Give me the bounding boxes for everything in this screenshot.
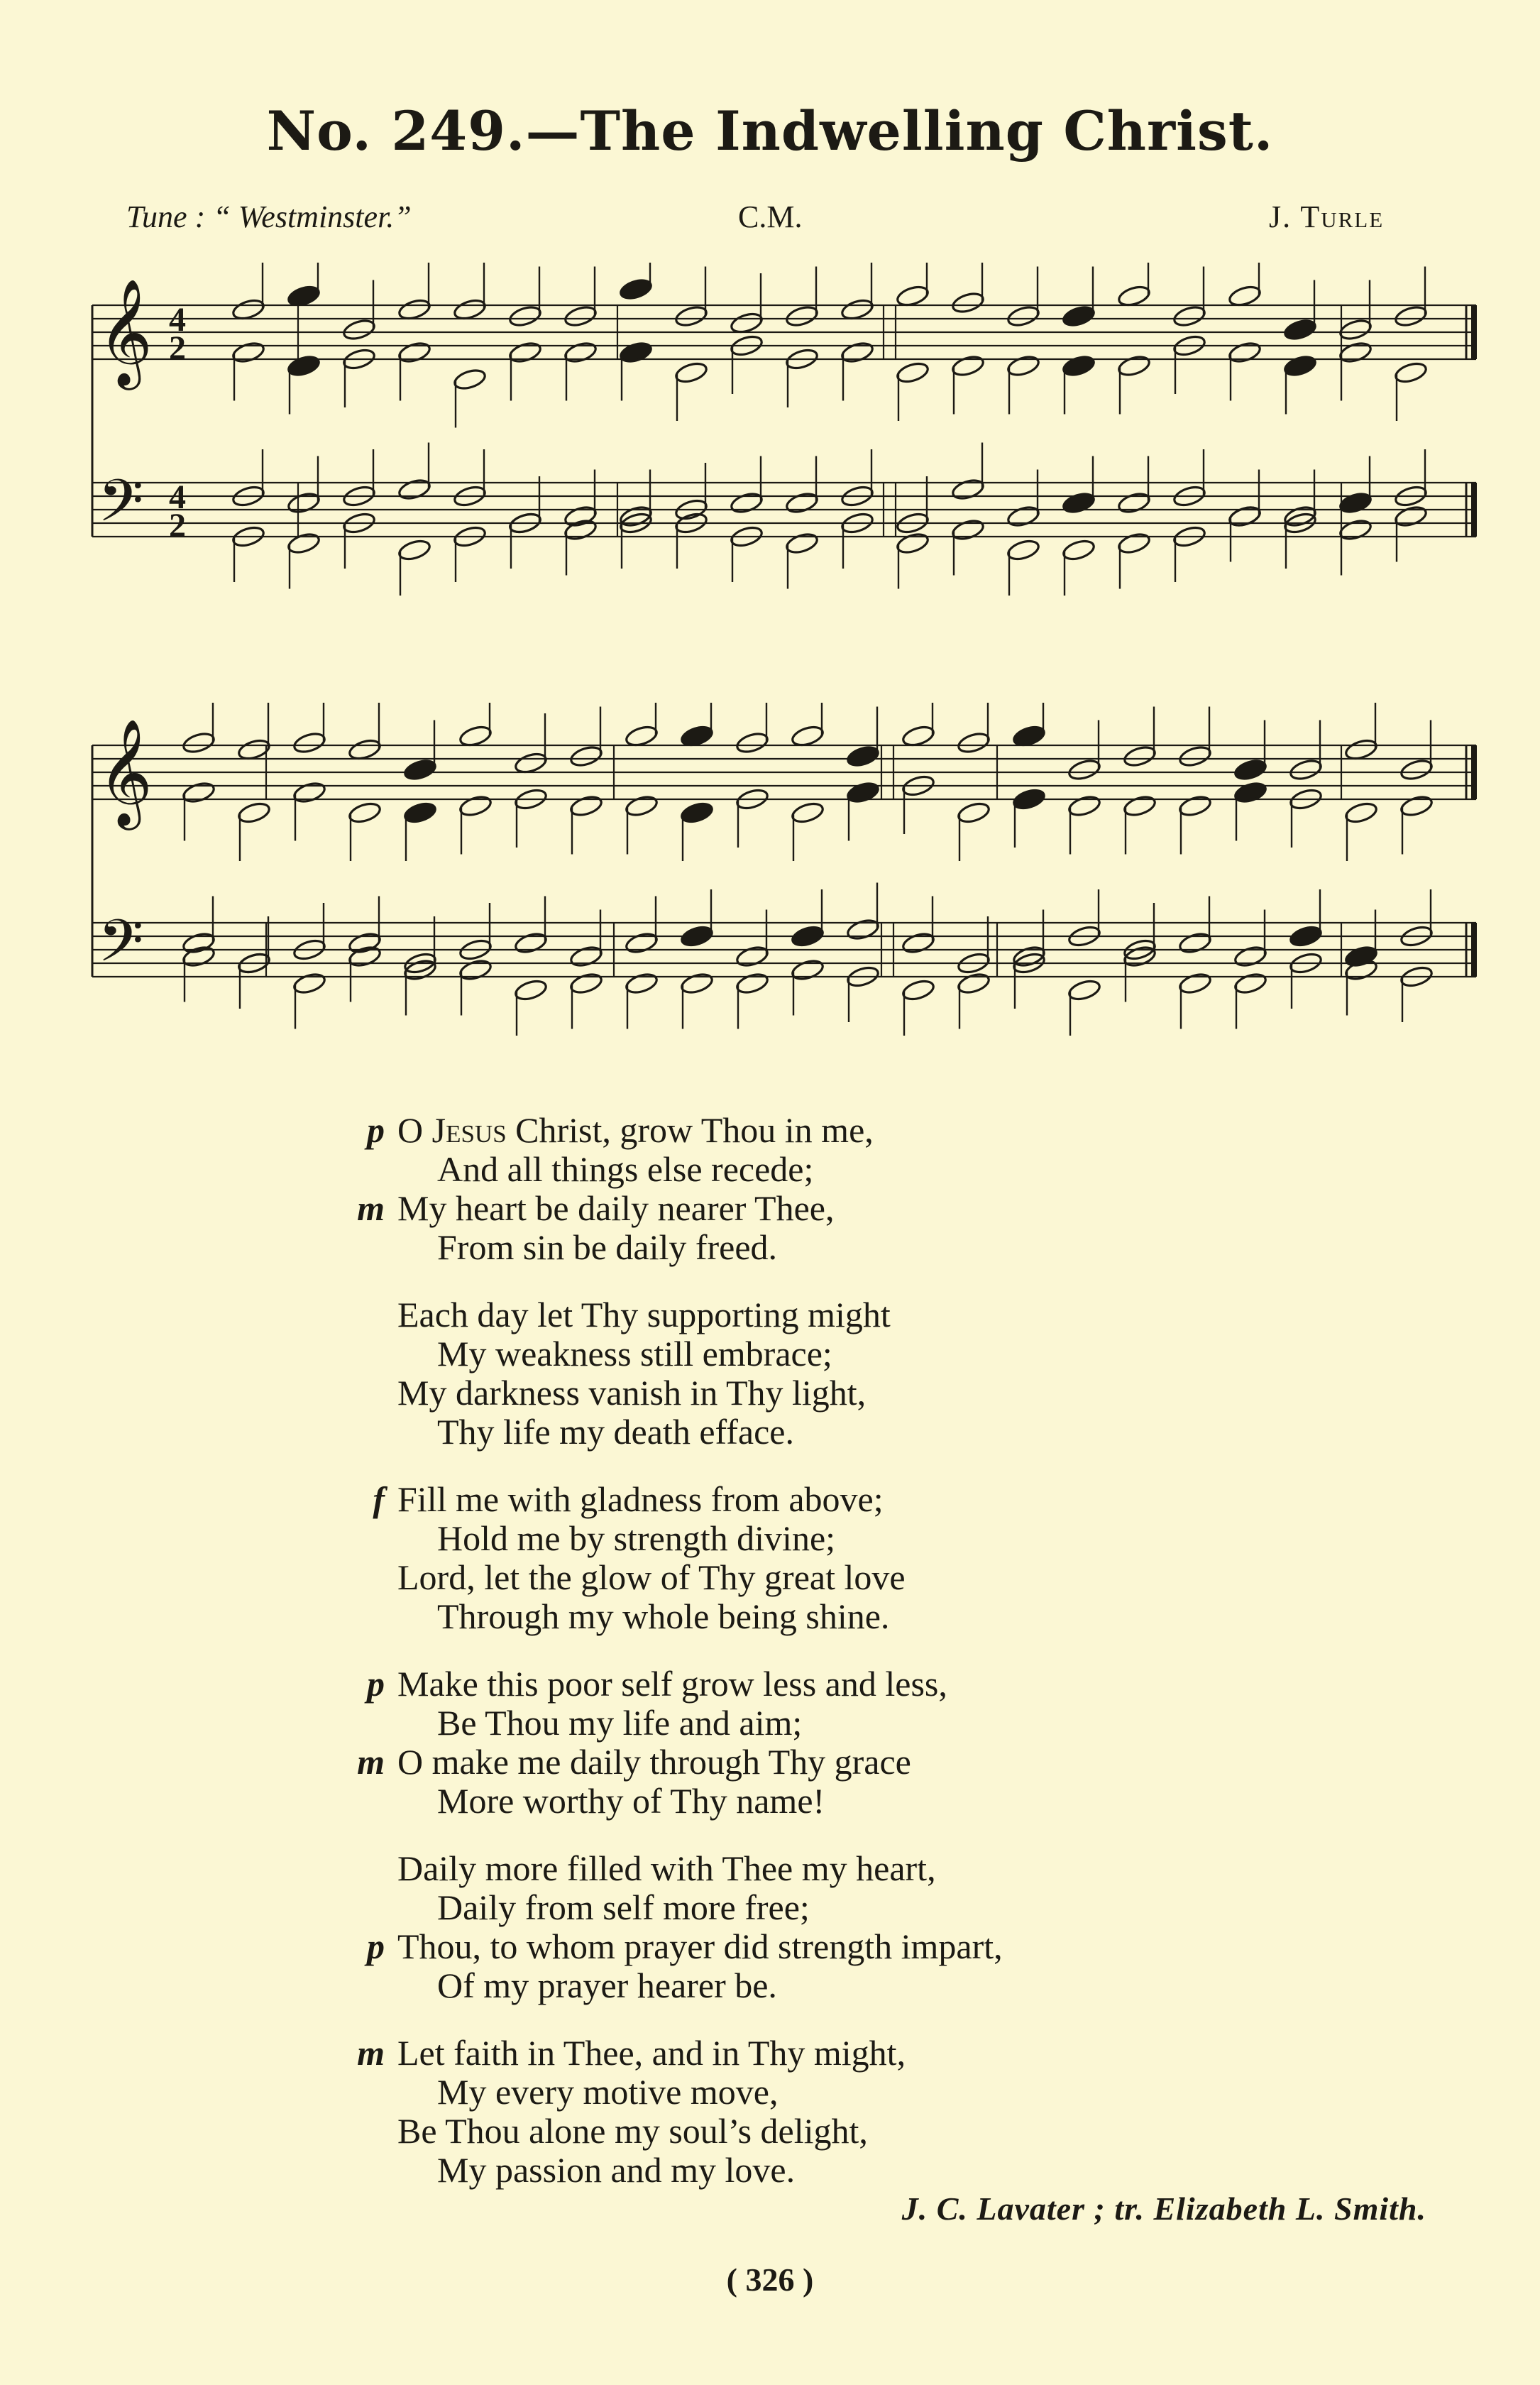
verse-line <box>397 2112 1462 2151</box>
stanza <box>357 2033 1462 2190</box>
composer: J. Turle <box>1269 199 1385 234</box>
note-head <box>1289 757 1324 782</box>
note-head <box>735 944 770 969</box>
note-head <box>292 730 327 755</box>
note-head <box>957 730 991 755</box>
verse-line <box>357 2033 1462 2073</box>
dynamic-marking: p <box>367 1664 385 1704</box>
verse-text: Let faith in Thee, and in Thy might, <box>397 2033 906 2073</box>
note-head <box>846 917 881 942</box>
verse-text: My weakness still embrace; <box>437 1334 832 1374</box>
verse-text: Thy life my death efface. <box>437 1412 795 1452</box>
verse-line <box>397 1374 1462 1413</box>
stanza <box>357 1664 1462 1821</box>
verse-text: O <box>397 1110 432 1150</box>
meter: C.M. <box>738 199 803 234</box>
note-head <box>397 538 432 563</box>
note-head <box>403 801 438 826</box>
verse-text-small-caps: Jesus <box>431 1110 507 1150</box>
note-head <box>674 361 709 385</box>
note-head <box>735 971 770 996</box>
verse-line <box>397 2151 1462 2190</box>
note-head <box>1344 801 1379 826</box>
note-head <box>1006 353 1041 378</box>
dynamic-marking: m <box>357 1188 385 1228</box>
note-head <box>563 504 598 529</box>
stanza <box>373 1479 1462 1636</box>
note-head <box>1117 490 1152 515</box>
verse-line <box>373 1479 1462 1519</box>
note-head <box>785 490 820 515</box>
verse-text: Be Thou alone my soul’s delight, <box>397 2111 868 2151</box>
verse-line <box>397 1849 1462 1888</box>
note-head <box>1338 517 1373 542</box>
note-head <box>1399 794 1434 818</box>
note-head <box>1067 978 1102 1003</box>
note-head <box>1394 361 1429 385</box>
verse-text: My darkness vanish in Thy light, <box>397 1373 867 1413</box>
treble-clef: 𝄞 <box>98 718 153 826</box>
verse-text: Lord, let the glow of Thy great love <box>397 1557 906 1597</box>
note-head <box>1123 794 1157 818</box>
treble-clef: 𝄞 <box>98 278 153 385</box>
note-head <box>292 971 327 996</box>
verse-line <box>397 2073 1462 2112</box>
note-head <box>237 801 272 826</box>
note-head <box>563 304 598 329</box>
verse-text: Daily more filled with Thee my heart, <box>397 1848 936 1888</box>
stanza <box>357 1110 1462 1267</box>
verse-text: Make this poor self grow less and less, <box>397 1664 947 1704</box>
dynamic-marking: f <box>373 1479 385 1519</box>
note-head <box>1123 744 1157 769</box>
note-head <box>348 801 383 826</box>
note-head <box>625 794 659 818</box>
verse-line <box>397 1228 1462 1267</box>
note-head <box>791 801 825 826</box>
verse-line <box>397 1704 1462 1743</box>
verse-text: Christ, grow Thou in me, <box>506 1110 874 1150</box>
note-head <box>1178 794 1213 818</box>
note-head <box>1338 340 1373 365</box>
verse-text: And all things else recede; <box>437 1149 814 1189</box>
note-head <box>458 958 493 982</box>
verse-line <box>397 1597 1462 1636</box>
note-head <box>1399 757 1434 782</box>
note-head <box>1178 931 1213 955</box>
note-head <box>1067 794 1102 818</box>
verse-text: Hold me by strength divine; <box>437 1518 836 1558</box>
note-head <box>348 931 383 955</box>
note-head <box>674 304 709 329</box>
note-head <box>1062 538 1096 563</box>
note-head <box>287 531 321 556</box>
note-head <box>846 780 881 805</box>
stanza <box>367 1848 1462 2005</box>
note-head <box>514 978 549 1003</box>
dynamic-marking: m <box>357 2033 385 2073</box>
note-head <box>735 730 770 755</box>
note-head <box>1338 317 1373 342</box>
note-head <box>397 340 432 365</box>
verse-text: Daily from self more free; <box>437 1887 810 1927</box>
note-head <box>1283 353 1318 378</box>
note-head <box>1117 531 1152 556</box>
bass-clef: 𝄢 <box>98 466 144 549</box>
note-head <box>1394 304 1429 329</box>
note-head <box>1233 944 1268 969</box>
note-head <box>680 924 715 949</box>
verse-text: Be Thou my life and aim; <box>437 1703 803 1743</box>
music-system-1 <box>85 263 1483 618</box>
note-head <box>951 353 986 378</box>
verse-line <box>357 1188 1462 1228</box>
note-head <box>182 931 216 955</box>
note-head <box>182 730 216 755</box>
verse-text: My heart be daily nearer Thee, <box>397 1188 835 1228</box>
verse-text: Of my prayer hearer be. <box>437 1965 777 2005</box>
dynamic-marking: m <box>357 1742 385 1782</box>
verse-text: O make me daily through Thy grace <box>397 1742 911 1782</box>
verse-line <box>397 1558 1462 1597</box>
note-head <box>840 340 875 365</box>
note-head <box>287 353 321 378</box>
note-head <box>901 931 936 955</box>
note-head <box>1228 340 1263 365</box>
page-number: ( 326 ) <box>726 2261 814 2298</box>
note-head <box>791 924 825 949</box>
verse-line <box>397 1966 1462 2005</box>
bass-clef: 𝄢 <box>98 906 144 989</box>
verse-text: Each day let Thy supporting might <box>397 1295 891 1334</box>
note-head <box>680 801 715 826</box>
verse-line <box>397 1782 1462 1821</box>
hymn-verses <box>357 1110 1462 2218</box>
note-head <box>1338 490 1373 515</box>
note-head <box>1228 504 1263 529</box>
note-head <box>951 517 986 542</box>
time-signature-bottom: 2 <box>169 329 186 367</box>
note-head <box>730 490 764 515</box>
time-signature-top: 4 <box>169 478 186 516</box>
note-head <box>1233 757 1268 782</box>
note-head <box>951 477 986 502</box>
author-credit: J. C. Lavater ; tr. Elizabeth L. Smith. <box>901 2191 1426 2227</box>
note-head <box>1062 304 1096 329</box>
note-head <box>514 931 549 955</box>
hymn-title: No. 249.—The Indwelling Christ. <box>266 99 1274 163</box>
note-head <box>619 340 654 365</box>
verse-text: More worthy of Thy name! <box>437 1781 825 1821</box>
note-head <box>403 757 438 782</box>
verse-line <box>367 1110 1462 1150</box>
verse-line <box>397 1888 1462 1927</box>
note-head <box>625 931 659 955</box>
verse-text: Through my whole being shine. <box>437 1596 890 1636</box>
verse-text: My passion and my love. <box>437 2150 796 2190</box>
note-head <box>292 780 327 805</box>
note-head <box>896 361 930 385</box>
verse-line <box>397 1295 1462 1334</box>
note-head <box>1178 744 1213 769</box>
note-head <box>1012 787 1047 812</box>
note-head <box>397 477 432 502</box>
note-head <box>625 971 659 996</box>
verse-line <box>357 1742 1462 1782</box>
note-head <box>569 971 604 996</box>
note-head <box>453 367 488 392</box>
note-head <box>1006 538 1041 563</box>
note-head <box>901 978 936 1003</box>
verse-text: My every motive move, <box>437 2072 779 2112</box>
note-head <box>569 944 604 969</box>
note-head <box>231 340 266 365</box>
verse-line <box>367 1664 1462 1704</box>
verse-line <box>397 1334 1462 1374</box>
note-head <box>1067 757 1102 782</box>
note-head <box>1178 971 1213 996</box>
note-head <box>508 304 543 329</box>
note-head <box>563 340 598 365</box>
tune-name: Tune : “ Westminster.” <box>126 199 412 234</box>
verse-text: From sin be daily freed. <box>437 1227 778 1267</box>
note-head <box>569 744 604 769</box>
note-head <box>951 290 986 315</box>
verse-line <box>397 1150 1462 1189</box>
note-head <box>1062 353 1096 378</box>
verse-text: Fill me with gladness from above; <box>397 1479 884 1519</box>
note-head <box>1006 304 1041 329</box>
note-head <box>1289 924 1324 949</box>
note-head <box>619 277 654 302</box>
note-head <box>957 971 991 996</box>
note-head <box>1344 944 1379 969</box>
note-head <box>785 531 820 556</box>
note-head <box>1233 971 1268 996</box>
note-head <box>569 794 604 818</box>
note-head <box>342 317 377 342</box>
note-head <box>287 490 321 515</box>
note-head <box>182 780 216 805</box>
verse-line <box>397 1519 1462 1558</box>
note-head <box>680 971 715 996</box>
note-head <box>785 304 820 329</box>
note-head <box>1006 504 1041 529</box>
note-head <box>957 801 991 826</box>
verse-line <box>367 1926 1462 1966</box>
note-head <box>791 958 825 982</box>
note-head <box>1062 490 1096 515</box>
note-head <box>1233 780 1268 805</box>
note-head <box>1117 353 1152 378</box>
note-head <box>563 517 598 542</box>
verse-line <box>397 1413 1462 1452</box>
time-signature-bottom: 2 <box>169 507 186 544</box>
dynamic-marking: p <box>367 1926 385 1966</box>
note-head <box>508 340 543 365</box>
note-head <box>1172 304 1207 329</box>
music-system-2 <box>85 703 1483 1058</box>
note-head <box>458 794 493 818</box>
note-head <box>896 531 930 556</box>
note-head <box>1394 504 1429 529</box>
note-head <box>1283 317 1318 342</box>
note-head <box>348 944 383 969</box>
dynamic-marking: p <box>367 1110 385 1150</box>
time-signature-top: 4 <box>169 301 186 339</box>
stanza <box>397 1295 1462 1452</box>
note-head <box>846 744 881 769</box>
note-head <box>182 944 216 969</box>
verse-text: Thou, to whom prayer did strength impart, <box>397 1926 1003 1966</box>
